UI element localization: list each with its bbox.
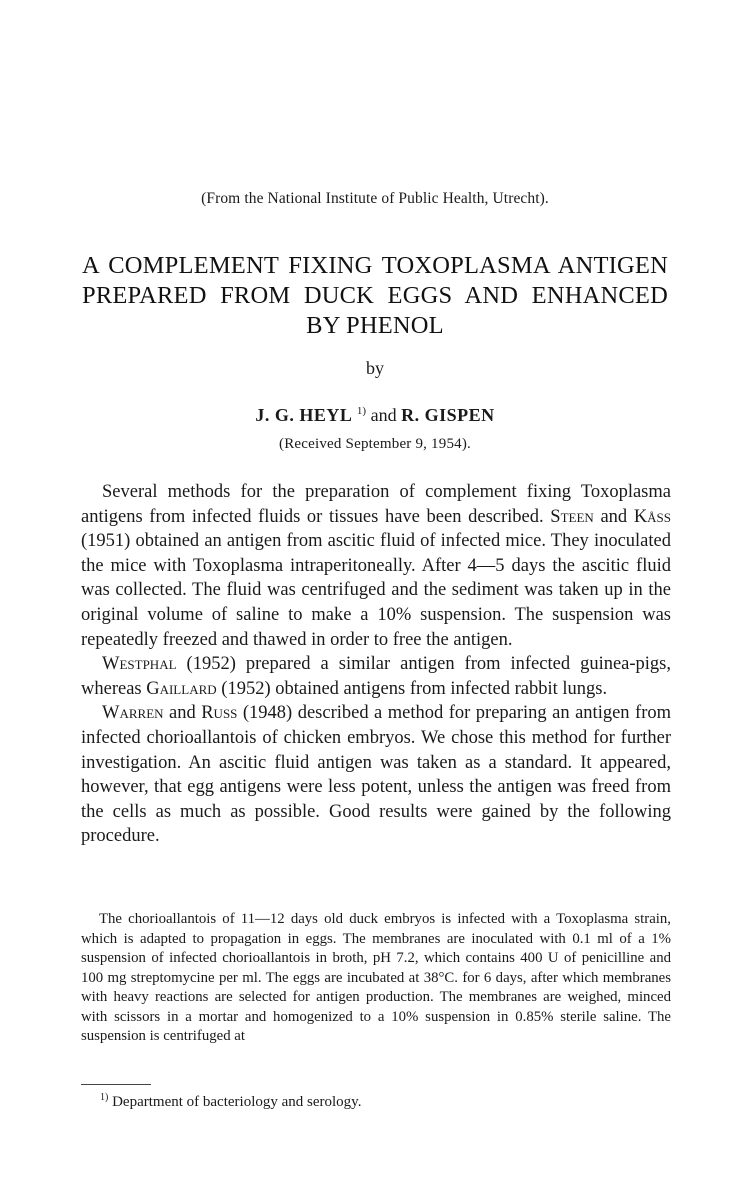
author-footnote-mark: 1) <box>356 405 367 417</box>
author-heyl: J. G. HEYL <box>255 405 353 425</box>
authors <box>0 405 750 426</box>
title-line-1: A COMPLEMENT FIXING TOXOPLASMA ANTIGEN <box>82 252 668 279</box>
citation-russ: Russ <box>201 703 238 724</box>
received-date: (Received September 9, 1954). <box>279 436 471 452</box>
citation-warren: Warren <box>102 703 164 724</box>
author-gispen: R. GISPEN <box>401 405 495 425</box>
footnote-divider <box>81 1084 151 1085</box>
procedure-paragraph: The chorioallantois of 11—12 days old duck embryos is infected with a Toxoplasma strain, which is adapted to propagation in eggs. The membranes are inoculated with 0.1 ml of a 1% suspension of infected chorioallantois in broth, pH 7.2, which contains 400 U of penicilline and 100 mg streptomycine per ml. The eggs are incubated at 38°C. for 6 days, after which membranes with heavy reactions are selected for antigen production. The membranes are weighed, minced with scissors in a mortar and homogenized to a 10% suspension in 0.85% sterile saline. The suspension is centrifuged at <box>81 911 671 1044</box>
title-line-2: PREPARED FROM DUCK EGGS AND ENHANCED <box>82 282 668 309</box>
citation-westphal: Westphal <box>102 654 177 675</box>
paragraph-3: Warren and Russ (1948) described a method for preparing an antigen from infected chorioallantois of chicken embryos. We chose this method for further investigation. An ascitic fluid antigen was taken as a standard. It appeared, however, that egg antigens were less potent, unless the antigen was freed from the cells as much as possible. Good results were gained by the following procedure. <box>81 703 671 847</box>
citation-kass: Kåss <box>633 506 672 527</box>
body-text <box>81 480 671 849</box>
footnote <box>100 1092 361 1111</box>
article-title <box>60 251 690 341</box>
byline-word: by <box>366 358 384 378</box>
citation-gaillard: Gaillard <box>146 678 217 699</box>
title-line-3: BY PHENOL <box>306 312 444 339</box>
footnote-mark: 1) <box>100 1092 109 1103</box>
paragraph-2: Westphal (1952) prepared a similar antigen from infected guinea-pigs, whereas Gaillard (1952) obtained antigens from infected rabbit lungs. <box>81 654 672 699</box>
footnote-text: Department of bacteriology and serology. <box>112 1094 362 1110</box>
paragraph-1: Several methods for the preparation of complement fixing Toxoplasma antigens from infected fluids or tissues have been described. Steen and Kåss (1951) obtained an antigen from ascitic fluid of infected mice. They inoculated the mice with Toxoplasma intraperitoneally. After 4—5 days the ascitic fluid was collected. The fluid was centrifuged and the sediment was taken up in the original volume of saline to make a 10% suspension. The suspension was repeatedly freezed and thawed in order to free the antigen. <box>81 482 672 650</box>
citation-steen: Steen <box>550 506 594 527</box>
affiliation: (From the National Institute of Public Health, Utrecht). <box>201 190 549 207</box>
procedure-text <box>81 910 671 1047</box>
authors-conjunction: and <box>370 405 397 425</box>
